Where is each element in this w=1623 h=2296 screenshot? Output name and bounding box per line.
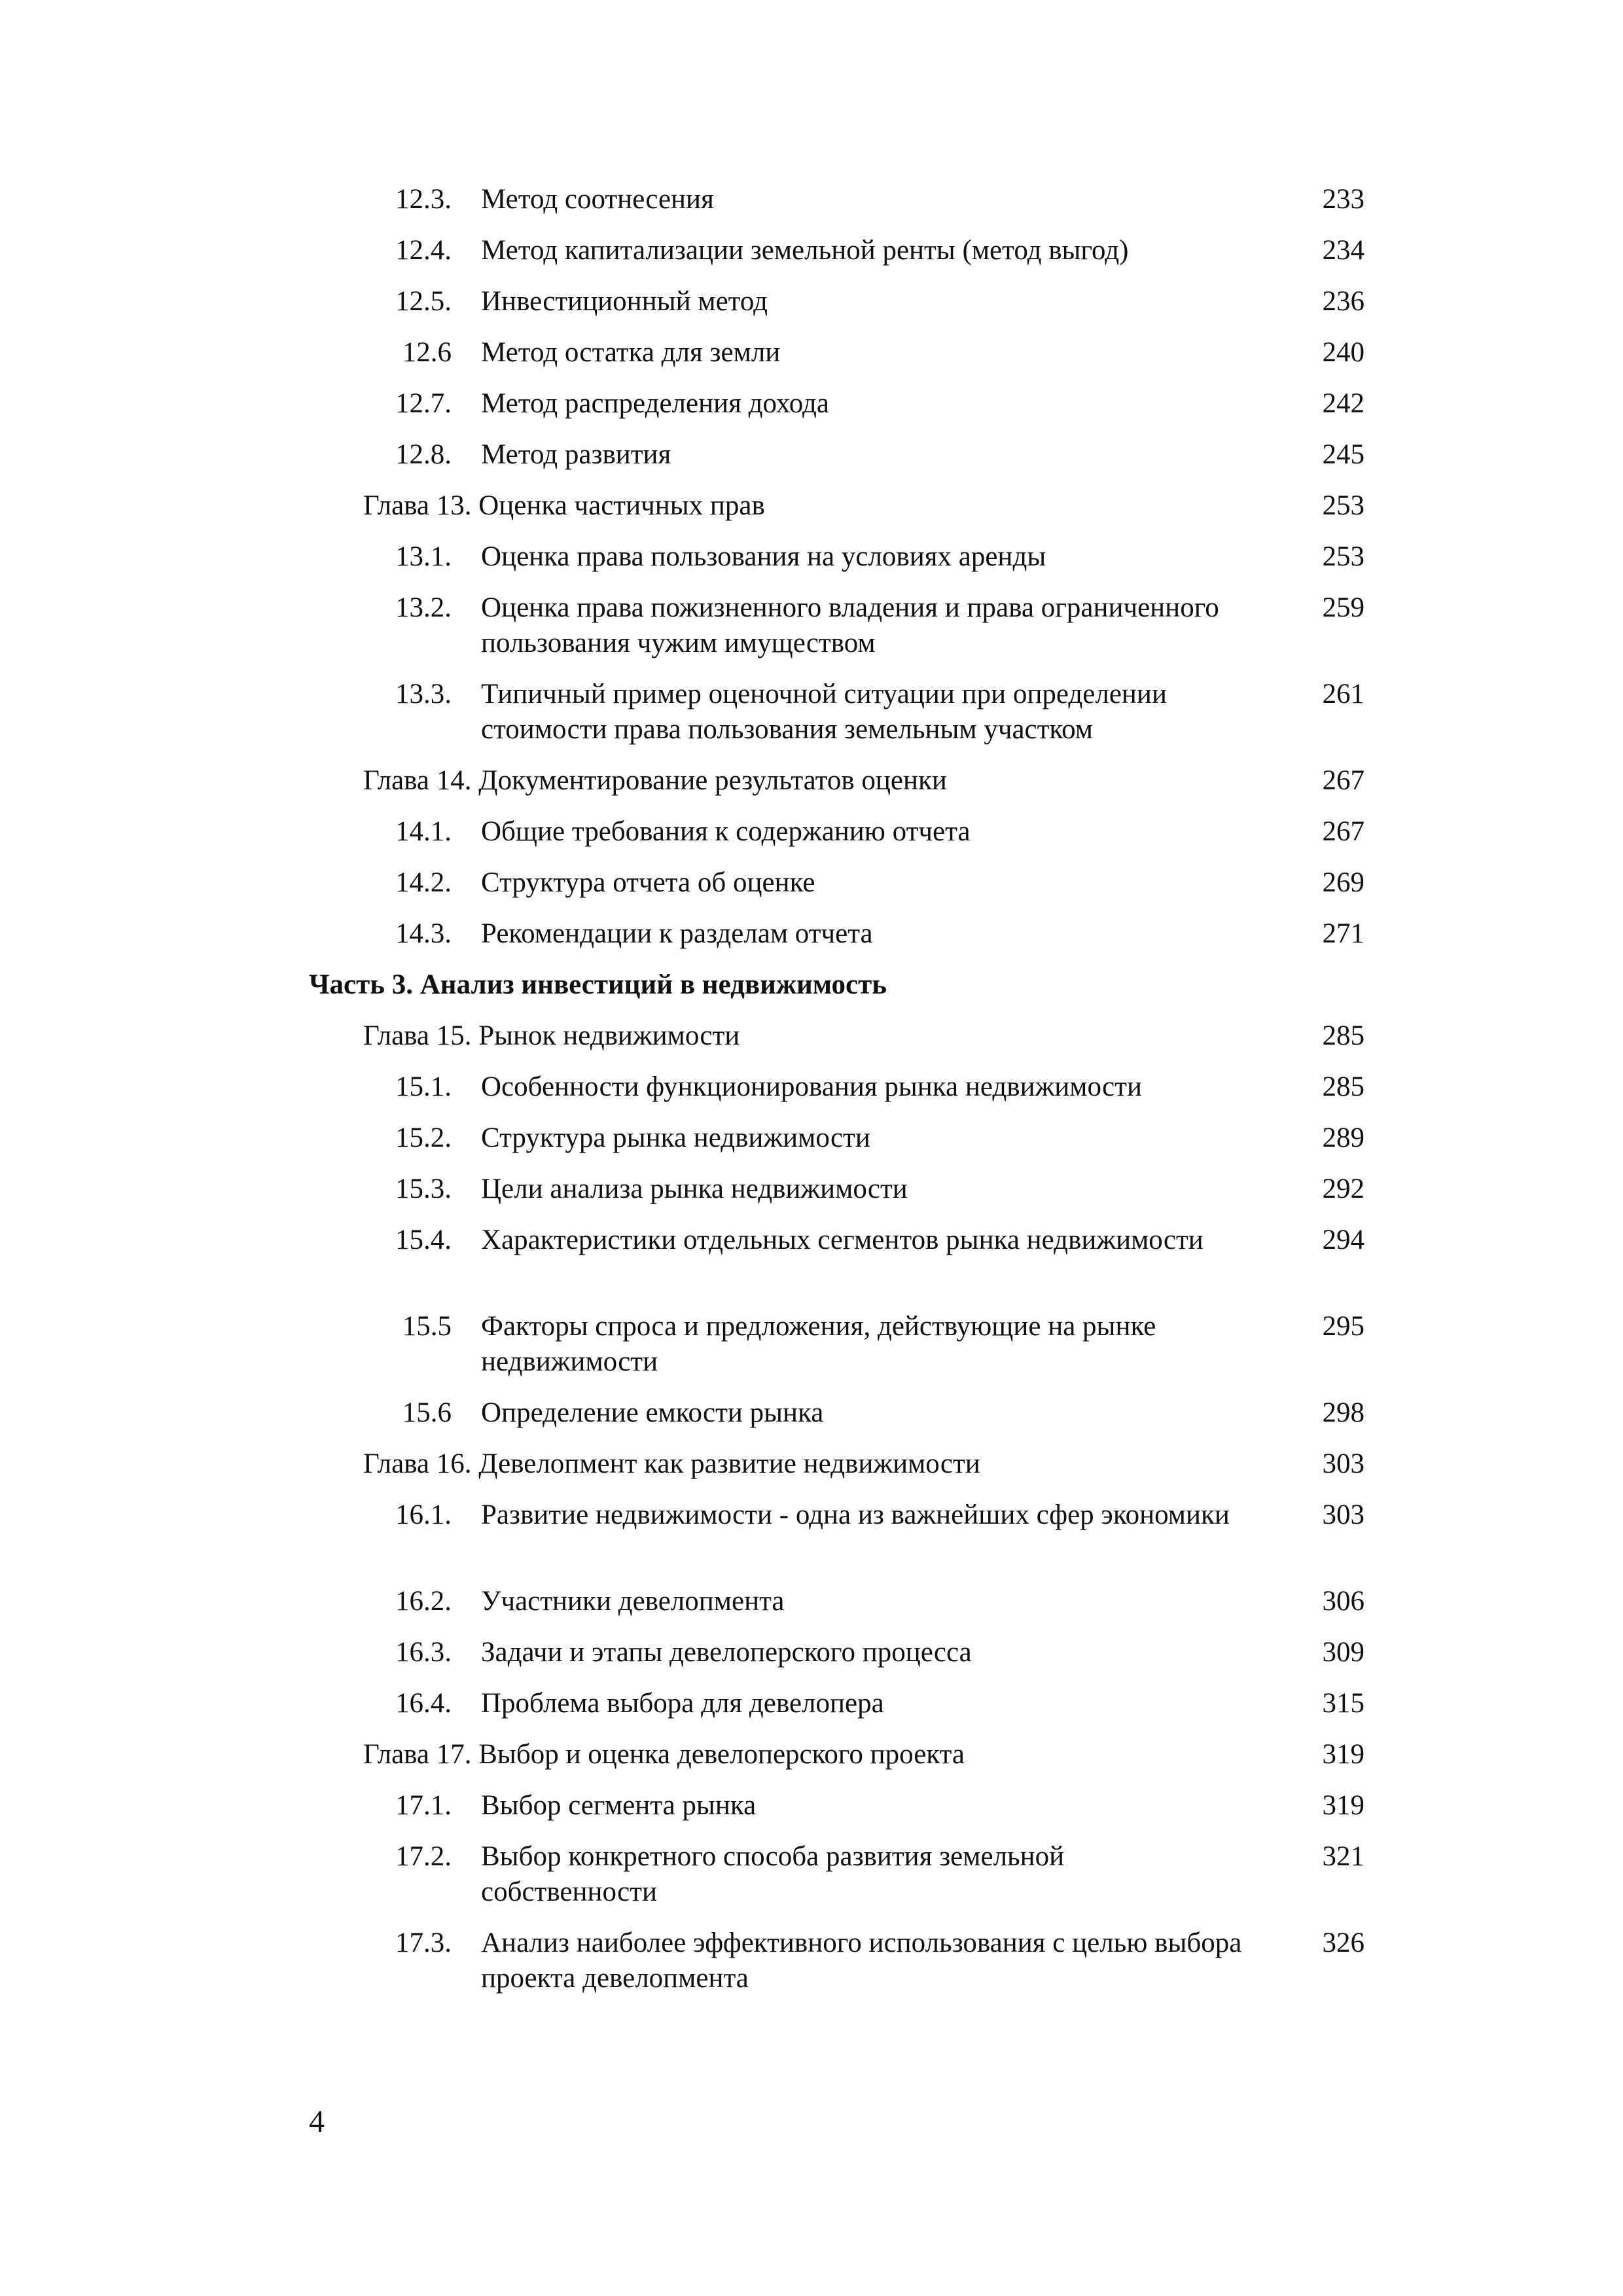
toc-entry-15-2 xyxy=(0,1121,1623,1172)
section-title: Типичный пример оценочной ситуации при определении стоимости права пользования земельным участком xyxy=(481,679,1167,745)
chapter-title: Глава 14. Документирование результатов оценки xyxy=(363,765,947,796)
page-number: 4 xyxy=(309,2104,325,2139)
section-number: 14.3. xyxy=(395,918,452,949)
section-number: 16.4. xyxy=(395,1688,452,1719)
page-reference: 319 xyxy=(1322,1790,1364,1821)
section-title: Проблема выбора для девелопера xyxy=(481,1688,884,1719)
section-title: Особенности функционирования рынка недвижимости xyxy=(481,1071,1142,1102)
section-title: Выбор конкретного способа развития земельной собственности xyxy=(481,1841,1065,1907)
section-number: 12.5. xyxy=(395,286,452,317)
toc-entry-13-1 xyxy=(0,539,1623,590)
toc-entry-12-7 xyxy=(0,386,1623,437)
toc-entry-14-2 xyxy=(0,865,1623,916)
part-title: Часть 3. Анализ инвестиций в недвижимость xyxy=(309,969,887,1000)
page-reference: 285 xyxy=(1322,1071,1364,1102)
section-title: Развитие недвижимости - одна из важнейших сфер экономики xyxy=(481,1499,1230,1530)
section-number: 15.3. xyxy=(395,1174,452,1204)
page-reference: 234 xyxy=(1322,235,1364,266)
page-reference: 240 xyxy=(1322,337,1364,368)
toc-chapter-16 xyxy=(0,1446,1623,1498)
page-reference: 242 xyxy=(1322,388,1364,419)
page-reference: 321 xyxy=(1322,1841,1364,1872)
section-title: Общие требования к содержанию отчета xyxy=(481,816,971,847)
section-title: Метод остатка для земли xyxy=(481,337,781,368)
toc-entry-12-6 xyxy=(0,335,1623,386)
toc-entry-16-2 xyxy=(0,1584,1623,1635)
toc-entry-12-4 xyxy=(0,233,1623,284)
section-number: 15.2. xyxy=(395,1122,452,1153)
section-number: 15.6 xyxy=(402,1397,452,1428)
section-title: Структура рынка недвижимости xyxy=(481,1122,870,1153)
toc-entry-16-4 xyxy=(0,1686,1623,1737)
page-reference: 298 xyxy=(1322,1397,1364,1428)
section-number: 14.2. xyxy=(395,867,452,898)
page-reference: 236 xyxy=(1322,286,1364,317)
section-number: 13.1. xyxy=(395,541,452,572)
section-number: 15.5 xyxy=(402,1311,452,1342)
table-of-contents xyxy=(0,182,1623,2012)
page-reference: 292 xyxy=(1322,1174,1364,1204)
section-number: 13.3. xyxy=(395,679,452,709)
toc-part-3 xyxy=(0,967,1623,1018)
section-number: 15.1. xyxy=(395,1071,452,1102)
section-title: Факторы спроса и предложения, действующие на рынке недвижимости xyxy=(481,1311,1156,1377)
page-reference: 309 xyxy=(1322,1637,1364,1668)
toc-entry-13-3 xyxy=(0,677,1623,763)
page-reference: 245 xyxy=(1322,439,1364,470)
section-number: 12.6 xyxy=(402,337,452,368)
toc-chapter-13 xyxy=(0,488,1623,539)
chapter-title: Глава 13. Оценка частичных прав xyxy=(363,490,765,521)
page-reference: 315 xyxy=(1322,1688,1364,1719)
toc-entry-17-1 xyxy=(0,1788,1623,1839)
section-number: 17.2. xyxy=(395,1841,452,1872)
section-title: Оценка права пользования на условиях аренды xyxy=(481,541,1046,572)
toc-entry-17-2 xyxy=(0,1839,1623,1926)
section-number: 15.4. xyxy=(395,1225,452,1255)
section-title: Метод соотнесения xyxy=(481,184,714,215)
chapter-title: Глава 17. Выбор и оценка девелоперского проекта xyxy=(363,1739,965,1770)
page-reference: 303 xyxy=(1322,1499,1364,1530)
toc-entry-15-1 xyxy=(0,1069,1623,1121)
toc-entry-14-3 xyxy=(0,916,1623,967)
page-reference: 267 xyxy=(1322,765,1364,796)
page-reference: 295 xyxy=(1322,1311,1364,1342)
section-title: Задачи и этапы девелоперского процесса xyxy=(481,1637,972,1668)
toc-chapter-15 xyxy=(0,1018,1623,1069)
section-number: 13.2. xyxy=(395,592,452,623)
toc-entry-12-8 xyxy=(0,437,1623,488)
page-reference: 294 xyxy=(1322,1225,1364,1255)
toc-entry-15-5 xyxy=(0,1309,1623,1395)
page-reference: 289 xyxy=(1322,1122,1364,1153)
section-number: 12.4. xyxy=(395,235,452,266)
section-title: Метод капитализации земельной ренты (метод выгод) xyxy=(481,235,1129,266)
page-reference: 306 xyxy=(1322,1586,1364,1617)
section-title: Цели анализа рынка недвижимости xyxy=(481,1174,908,1204)
toc-entry-17-3 xyxy=(0,1926,1623,2012)
section-number: 16.1. xyxy=(395,1499,452,1530)
toc-entry-14-1 xyxy=(0,814,1623,865)
page-reference: 261 xyxy=(1322,679,1364,709)
toc-entry-15-6 xyxy=(0,1395,1623,1446)
section-title: Инвестиционный метод xyxy=(481,286,768,317)
section-number: 17.1. xyxy=(395,1790,452,1821)
toc-chapter-14 xyxy=(0,763,1623,814)
toc-entry-15-3 xyxy=(0,1172,1623,1223)
toc-entry-15-4 xyxy=(0,1223,1623,1309)
page-reference: 319 xyxy=(1322,1739,1364,1770)
section-title: Метод развития xyxy=(481,439,671,470)
section-title: Структура отчета об оценке xyxy=(481,867,815,898)
section-title: Выбор сегмента рынка xyxy=(481,1790,757,1821)
section-title: Оценка права пожизненного владения и права ограниченного пользования чужим имуществом xyxy=(481,592,1219,658)
section-number: 12.3. xyxy=(395,184,452,215)
toc-entry-16-1 xyxy=(0,1498,1623,1584)
page-reference: 303 xyxy=(1322,1448,1364,1479)
page-reference: 253 xyxy=(1322,490,1364,521)
section-number: 12.7. xyxy=(395,388,452,419)
toc-chapter-17 xyxy=(0,1737,1623,1788)
page-reference: 326 xyxy=(1322,1928,1364,1958)
chapter-title: Глава 15. Рынок недвижимости xyxy=(363,1020,740,1051)
page-reference: 271 xyxy=(1322,918,1364,949)
section-title: Участники девелопмента xyxy=(481,1586,785,1617)
section-title: Характеристики отдельных сегментов рынка недвижимости xyxy=(481,1225,1204,1255)
section-number: 17.3. xyxy=(395,1928,452,1958)
section-number: 14.1. xyxy=(395,816,452,847)
section-title: Определение емкости рынка xyxy=(481,1397,824,1428)
section-title: Анализ наиболее эффективного использования с целью выбора проекта девелопмента xyxy=(481,1928,1242,1994)
chapter-title: Глава 16. Девелопмент как развитие недвижимости xyxy=(363,1448,980,1479)
toc-entry-12-3 xyxy=(0,182,1623,233)
page-reference: 253 xyxy=(1322,541,1364,572)
toc-entry-16-3 xyxy=(0,1635,1623,1686)
page-reference: 269 xyxy=(1322,867,1364,898)
page-reference: 233 xyxy=(1322,184,1364,215)
section-title: Рекомендации к разделам отчета xyxy=(481,918,873,949)
page-reference: 285 xyxy=(1322,1020,1364,1051)
toc-entry-13-2 xyxy=(0,590,1623,677)
section-title: Метод распределения дохода xyxy=(481,388,830,419)
page-reference: 267 xyxy=(1322,816,1364,847)
section-number: 12.8. xyxy=(395,439,452,470)
page-reference: 259 xyxy=(1322,592,1364,623)
section-number: 16.2. xyxy=(395,1586,452,1617)
section-number: 16.3. xyxy=(395,1637,452,1668)
toc-entry-12-5 xyxy=(0,284,1623,335)
